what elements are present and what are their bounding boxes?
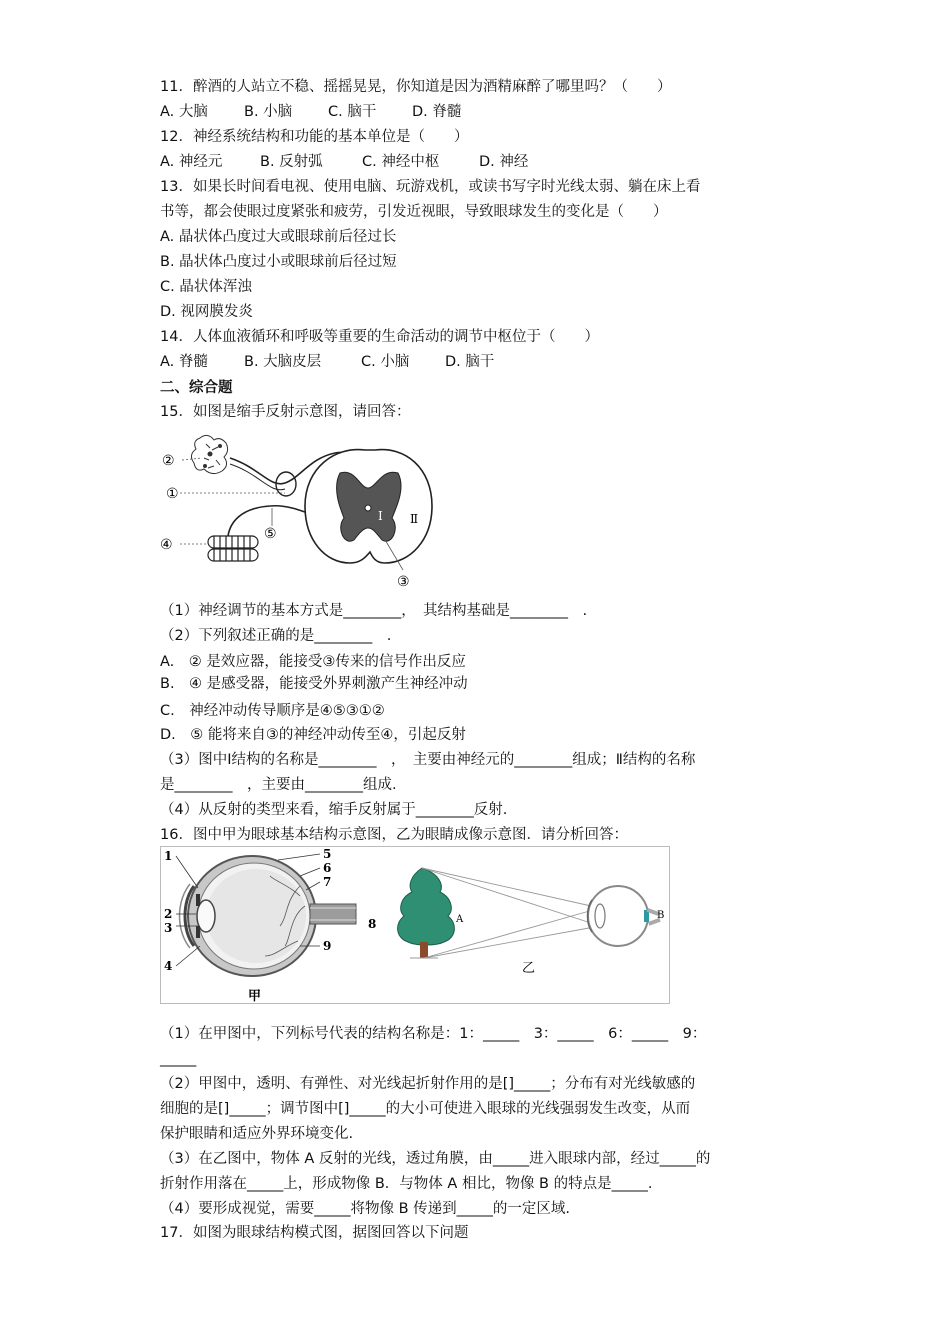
q13-stem-line1: 13．如果长时间看电视、使用电脑、玩游戏机，或读书写字时光线太弱、躺在床上看 xyxy=(160,179,701,195)
q15-part1: （1）神经调节的基本方式是________， 其结构基础是________ . xyxy=(160,603,588,619)
image-label-b: B xyxy=(657,910,665,921)
figure-yi-caption: 乙 xyxy=(522,961,536,976)
q16-part1-line2: _____ xyxy=(160,1051,197,1067)
eye-label-5: 5 xyxy=(323,847,332,861)
q11-option-c: C. 脑干 xyxy=(328,104,377,120)
q16-part3-line2: 折射作用落在_____上，形成物像 B．与物体 A 相比，物像 B 的特点是_____. xyxy=(160,1176,653,1192)
muscle-effector xyxy=(208,536,258,561)
q13-stem-line2: 书等，都会使眼过度紧张和疲劳，引发近视眼，导致眼球发生的变化是（ ） xyxy=(160,204,668,220)
q16-stem: 16．图中甲为眼球基本结构示意图，乙为眼睛成像示意图．请分析回答： xyxy=(160,827,628,843)
label-5: ⑤ xyxy=(264,526,277,542)
label-1: ① xyxy=(166,486,179,502)
q11-options xyxy=(160,103,461,121)
label-I: Ⅰ xyxy=(378,509,383,523)
q14-option-a: A. 脊髓 xyxy=(160,354,208,370)
section-heading: 二、综合题 xyxy=(160,380,233,396)
q15-stem: 15．如图是缩手反射示意图，请回答： xyxy=(160,404,411,420)
eye-label-9: 9 xyxy=(323,939,332,953)
figure-jia-caption: 甲 xyxy=(248,989,262,1004)
eye-label-3: 3 xyxy=(164,921,173,935)
q14-options xyxy=(160,353,494,371)
q13-option-c: C. 晶状体浑浊 xyxy=(160,279,252,295)
q12-option-d: D. 神经 xyxy=(479,154,529,170)
q13-option-a: A. 晶状体凸度过大或眼球前后径过长 xyxy=(160,229,397,245)
q14-option-d: D. 脑干 xyxy=(445,354,495,370)
q15-option-a: A. ② 是效应器，能接受③传来的信号作出反应 xyxy=(160,654,466,670)
q14-option-c: C. 小脑 xyxy=(361,354,410,370)
label-II: Ⅱ xyxy=(410,512,419,526)
skin-receptor-sketch xyxy=(191,435,227,473)
eye-label-1: 1 xyxy=(164,849,173,863)
eye-label-8: 8 xyxy=(368,917,377,931)
eye-label-7: 7 xyxy=(323,875,332,889)
q14-option-b: B. 大脑皮层 xyxy=(244,354,322,370)
eye-label-4: 4 xyxy=(164,959,173,973)
label-4: ④ xyxy=(160,537,173,553)
q16-part3-line1: （3）在乙图中，物体 A 反射的光线，透过角膜，由_____进入眼球内部，经过_____的 xyxy=(160,1151,711,1167)
q16-part2-line1: （2）甲图中，透明、有弹性、对光线起折射作用的是[]_____；分布有对光线敏感的 xyxy=(160,1076,696,1092)
q11-option-b: B. 小脑 xyxy=(244,104,293,120)
q15-part4: （4）从反射的类型来看，缩手反射属于________反射. xyxy=(160,802,508,818)
eye-figure xyxy=(160,846,670,1004)
q11-stem: 11．醉酒的人站立不稳、摇摇晃晃，你知道是因为酒精麻醉了哪里吗？（ ） xyxy=(160,79,672,95)
q15-option-c: C. 神经冲动传导顺序是④⑤③①② xyxy=(160,703,385,719)
q13-option-b: B. 晶状体凸度过小或眼球前后径过短 xyxy=(160,254,397,270)
q16-part2-line3: 保护眼睛和适应外界环境变化. xyxy=(160,1126,354,1142)
q12-option-c: C. 神经中枢 xyxy=(362,154,440,170)
q15-option-b: B. ④ 是感受器，能接受外界刺激产生神经冲动 xyxy=(160,676,468,692)
q11-option-d: D. 脊髓 xyxy=(412,104,462,120)
q12-option-a: A. 神经元 xyxy=(160,154,223,170)
q17-stem: 17．如图为眼球结构模式图，据图回答以下问题 xyxy=(160,1225,469,1241)
q13-option-d: D. 视网膜发炎 xyxy=(160,304,253,320)
label-2: ② xyxy=(162,453,175,469)
q11-option-a: A. 大脑 xyxy=(160,104,208,120)
q12-stem: 12．神经系统结构和功能的基本单位是（ ） xyxy=(160,129,469,145)
q12-option-b: B. 反射弧 xyxy=(260,154,323,170)
object-label-a: A xyxy=(456,914,464,925)
q15-part3-line2: 是________ ，主要由________组成. xyxy=(160,777,397,793)
q14-stem: 14．人体血液循环和呼吸等重要的生命活动的调节中枢位于（ ） xyxy=(160,329,599,345)
q15-part3-line1: （3）图中Ⅰ结构的名称是________ ， 主要由神经元的________组成；Ⅱ结构的名称 xyxy=(160,752,696,768)
q16-part2-line2: 细胞的是[]_____；调节图中[]_____的大小可使进入眼球的光线强弱发生改变，从而 xyxy=(160,1101,691,1117)
q12-options xyxy=(160,153,528,171)
eye-label-2: 2 xyxy=(164,907,173,921)
reflex-arc-figure xyxy=(160,428,440,590)
q15-part2: （2）下列叙述正确的是________ . xyxy=(160,628,392,644)
label-3: ③ xyxy=(397,574,410,590)
spinal-cord-section xyxy=(305,450,432,563)
eye-label-6: 6 xyxy=(323,861,332,875)
q16-part4: （4）要形成视觉，需要_____将物像 B 传递到_____的一定区域. xyxy=(160,1201,570,1217)
q16-part1-line1: （1）在甲图中，下列标号代表的结构名称是：1：_____ 3：_____ 6：_____ 9： xyxy=(160,1026,707,1042)
q15-option-d: D. ⑤ 能将来自③的神经冲动传至④，引起反射 xyxy=(160,727,466,743)
